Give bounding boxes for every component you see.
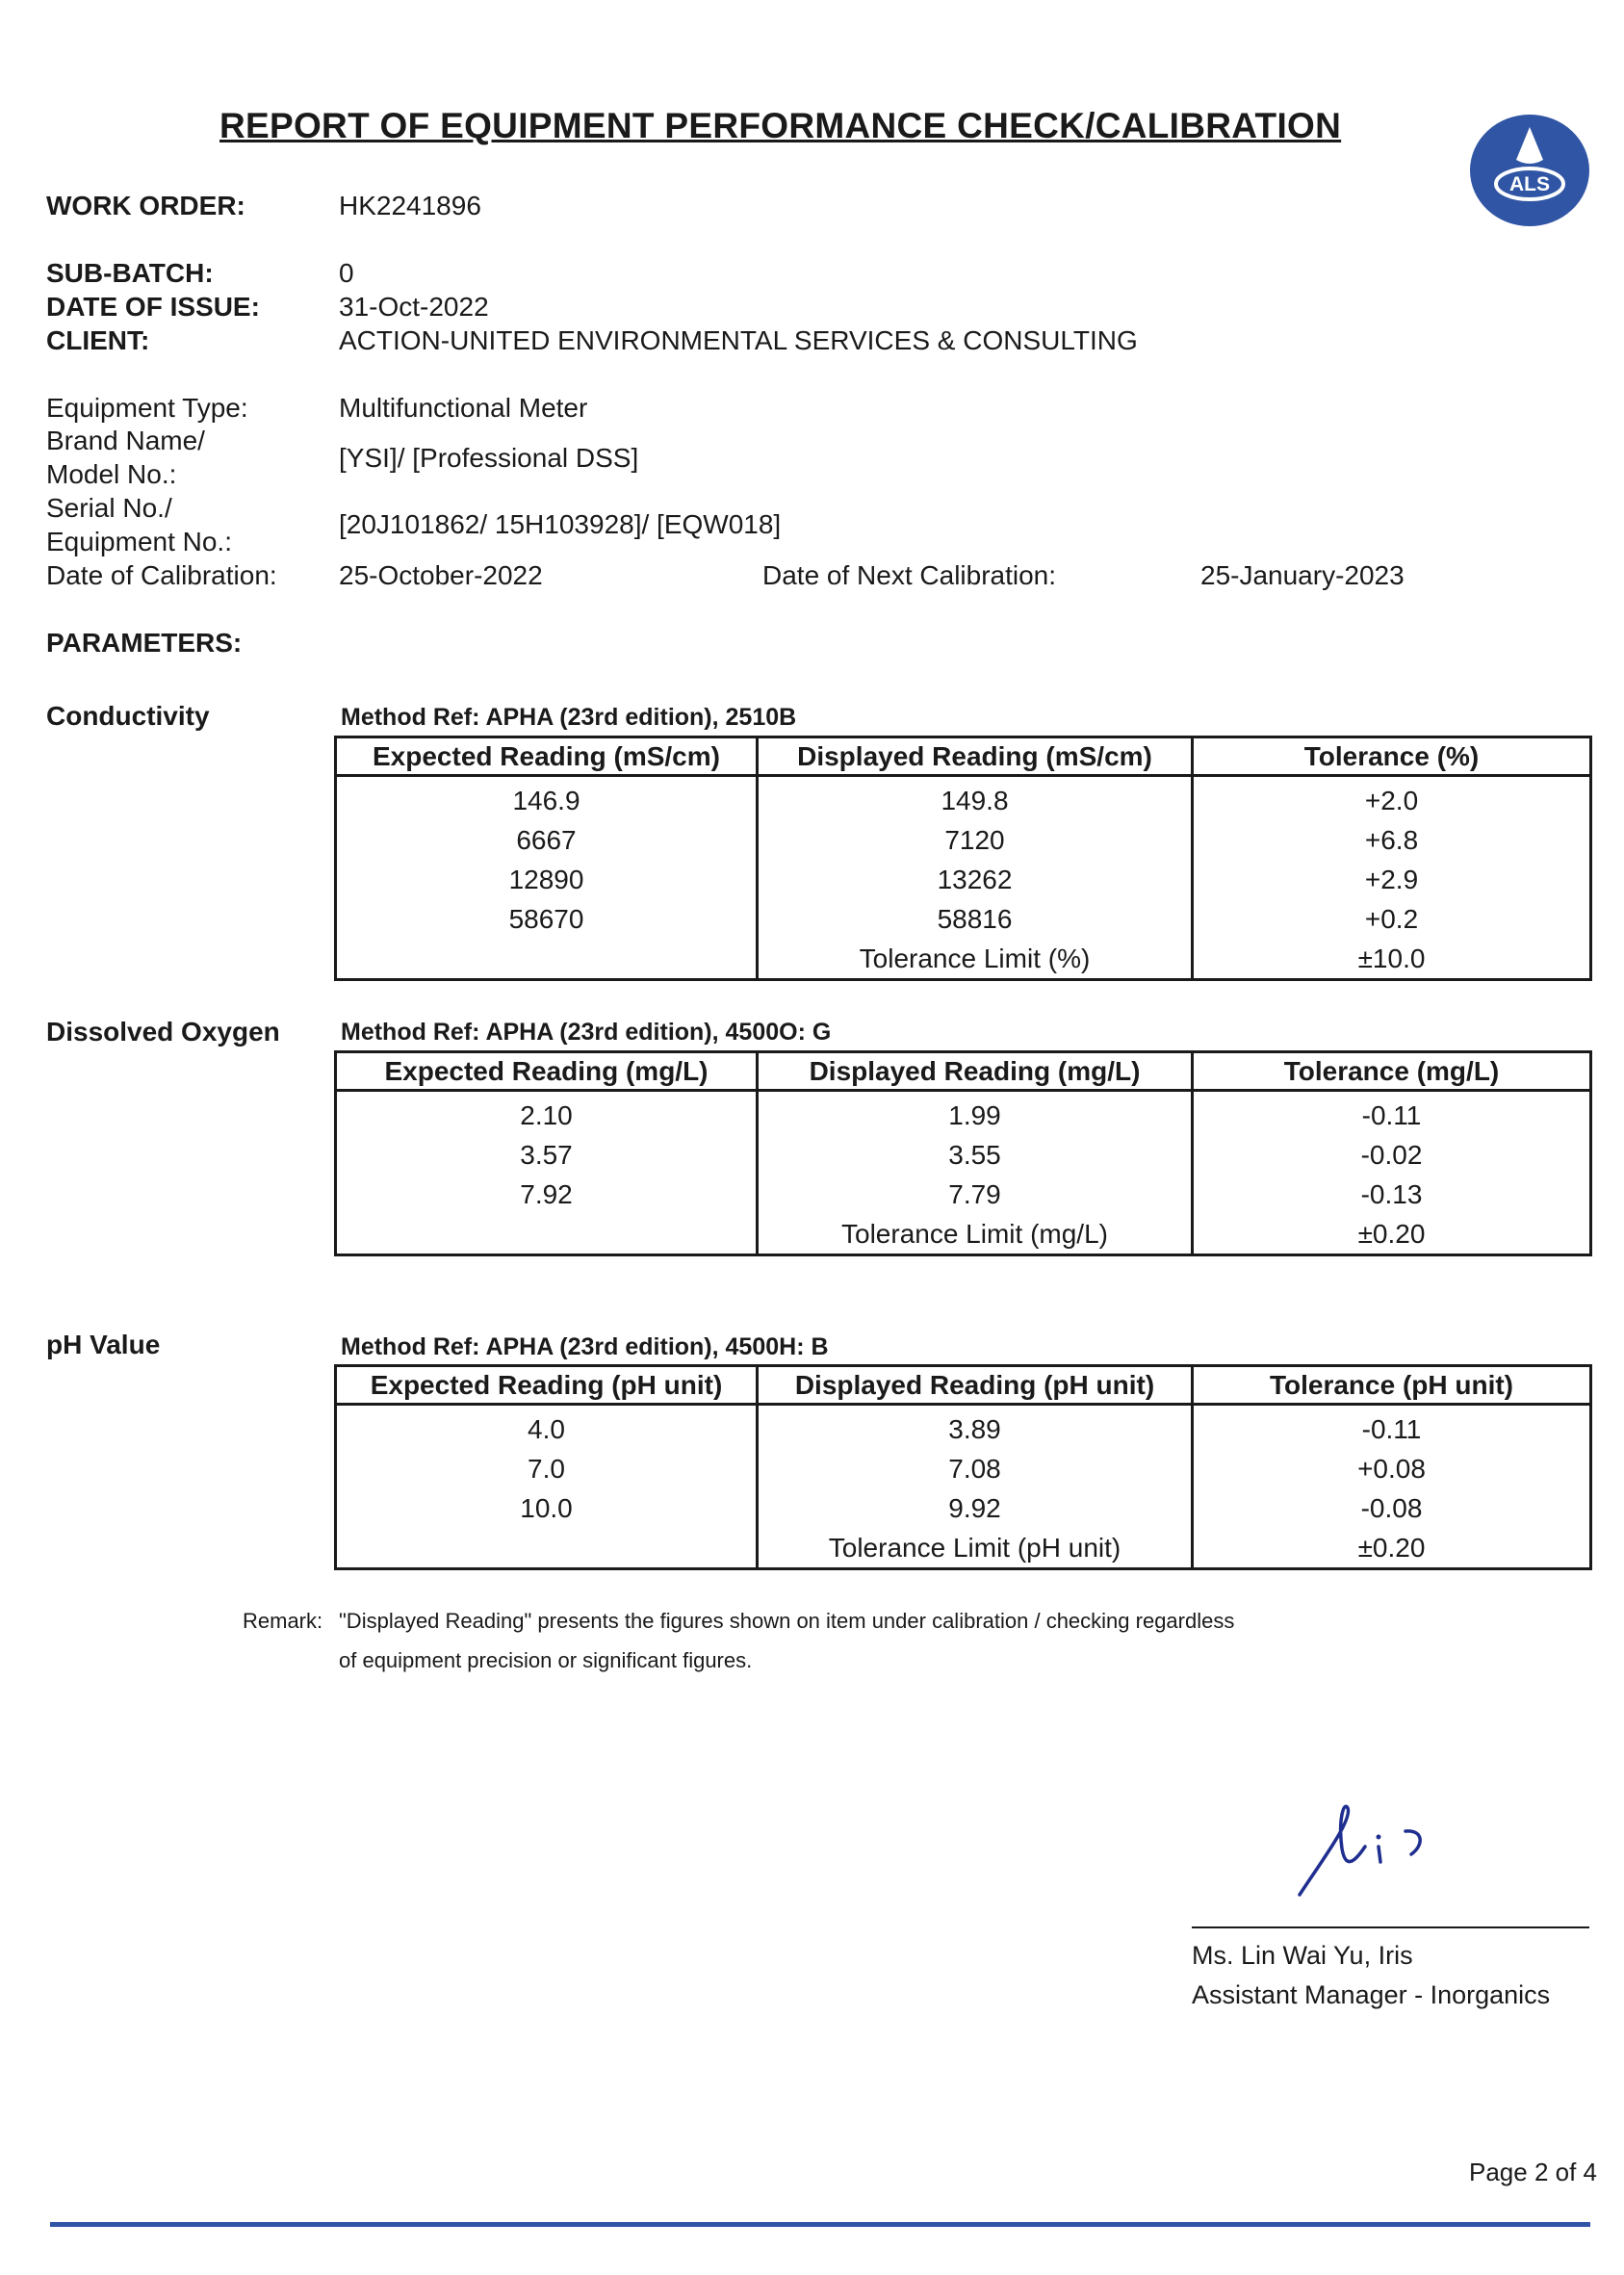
sub-batch-value: 0 xyxy=(339,258,354,288)
date-of-issue-label: DATE OF ISSUE: xyxy=(46,292,260,322)
signer-position: Assistant Manager - Inorganics xyxy=(1192,1980,1551,2009)
tolerance-limit-value: ±10.0 xyxy=(1193,939,1591,980)
client-label: CLIENT: xyxy=(46,325,150,355)
dissolved-oxygen-title: Dissolved Oxygen xyxy=(46,1017,280,1047)
tolerance-limit-value: ±0.20 xyxy=(1193,1528,1591,1569)
signature-line xyxy=(1192,1926,1589,1928)
client-value: ACTION-UNITED ENVIRONMENTAL SERVICES & CONSULTING xyxy=(339,325,1138,355)
tolerance-limit-row xyxy=(336,1528,1591,1569)
tolerance-limit-row xyxy=(336,1214,1591,1255)
report-title: REPORT OF EQUIPMENT PERFORMANCE CHECK/CALIBRATION xyxy=(219,106,1342,145)
column-header: Tolerance (pH unit) xyxy=(1193,1366,1591,1405)
serial-equipment-value: [20J101862/ 15H103928]/ [EQW018] xyxy=(339,509,782,539)
expected-cell: 6667 xyxy=(336,820,758,860)
tolerance-limit-label: Tolerance Limit (mg/L) xyxy=(758,1214,1193,1255)
tolerance-cell: -0.11 xyxy=(1193,1091,1591,1136)
conductivity-method: Method Ref: APHA (23rd edition), 2510B xyxy=(341,704,797,731)
next-calibration-label: Date of Next Calibration: xyxy=(762,560,1057,590)
expected-cell: 12890 xyxy=(336,860,758,899)
remark-label: Remark: xyxy=(243,1609,323,1633)
table-row xyxy=(336,1488,1591,1528)
displayed-cell: 9.92 xyxy=(758,1488,1193,1528)
displayed-cell: 7.08 xyxy=(758,1449,1193,1488)
tolerance-cell: -0.13 xyxy=(1193,1175,1591,1214)
table-row xyxy=(336,899,1591,939)
table-header-row xyxy=(336,1052,1591,1091)
displayed-cell: 7.79 xyxy=(758,1175,1193,1214)
ph-table xyxy=(334,1364,1592,1570)
parameters-label: PARAMETERS: xyxy=(46,628,243,658)
displayed-cell: 1.99 xyxy=(758,1091,1193,1136)
serial-no-label: Serial No./ xyxy=(46,493,172,523)
ph-value-title: pH Value xyxy=(46,1330,161,1359)
sub-batch-label: SUB-BATCH: xyxy=(46,258,214,288)
tolerance-limit-value: ±0.20 xyxy=(1193,1214,1591,1255)
column-header: Displayed Reading (pH unit) xyxy=(758,1366,1193,1405)
equipment-type-label: Equipment Type: xyxy=(46,393,248,423)
work-order-value: HK2241896 xyxy=(339,191,481,220)
logo-text: ALS xyxy=(1509,173,1550,195)
table-row xyxy=(336,1405,1591,1450)
als-logo xyxy=(1469,114,1590,227)
handwritten-signature xyxy=(1271,1791,1444,1906)
expected-cell: 146.9 xyxy=(336,776,758,821)
table-row xyxy=(336,860,1591,899)
displayed-cell: 3.89 xyxy=(758,1405,1193,1450)
table-row xyxy=(336,1449,1591,1488)
tolerance-cell: +0.08 xyxy=(1193,1449,1591,1488)
empty-cell xyxy=(336,939,758,980)
table-row xyxy=(336,820,1591,860)
table-header-row xyxy=(336,1366,1591,1405)
empty-cell xyxy=(336,1528,758,1569)
dissolved-oxygen-table xyxy=(334,1050,1592,1256)
table-row xyxy=(336,1135,1591,1175)
model-no-label: Model No.: xyxy=(46,459,177,489)
equipment-no-label: Equipment No.: xyxy=(46,527,232,556)
page-number: Page 2 of 4 xyxy=(1469,2158,1597,2186)
remark-line-2: of equipment precision or significant figures. xyxy=(339,1648,753,1672)
equipment-type-value: Multifunctional Meter xyxy=(339,393,588,423)
work-order-label: WORK ORDER: xyxy=(46,191,245,220)
column-header: Expected Reading (pH unit) xyxy=(336,1366,758,1405)
brand-name-label: Brand Name/ xyxy=(46,426,205,455)
conductivity-table xyxy=(334,736,1592,981)
remark-line-1: "Displayed Reading" presents the figures shown on item under calibration / checking regardless xyxy=(339,1609,1235,1633)
displayed-cell: 58816 xyxy=(758,899,1193,939)
tolerance-cell: +2.0 xyxy=(1193,776,1591,821)
dissolved-oxygen-method: Method Ref: APHA (23rd edition), 4500O: G xyxy=(341,1019,832,1046)
empty-cell xyxy=(336,1214,758,1255)
expected-cell: 2.10 xyxy=(336,1091,758,1136)
expected-cell: 58670 xyxy=(336,899,758,939)
next-calibration-value: 25-January-2023 xyxy=(1200,560,1405,590)
expected-cell: 3.57 xyxy=(336,1135,758,1175)
displayed-cell: 149.8 xyxy=(758,776,1193,821)
expected-cell: 10.0 xyxy=(336,1488,758,1528)
column-header: Displayed Reading (mS/cm) xyxy=(758,737,1193,776)
displayed-cell: 13262 xyxy=(758,860,1193,899)
brand-model-value: [YSI]/ [Professional DSS] xyxy=(339,443,639,473)
column-header: Expected Reading (mS/cm) xyxy=(336,737,758,776)
tolerance-cell: -0.11 xyxy=(1193,1405,1591,1450)
column-header: Displayed Reading (mg/L) xyxy=(758,1052,1193,1091)
ph-method: Method Ref: APHA (23rd edition), 4500H: B xyxy=(341,1333,829,1360)
column-header: Tolerance (mg/L) xyxy=(1193,1052,1591,1091)
column-header: Expected Reading (mg/L) xyxy=(336,1052,758,1091)
table-header-row xyxy=(336,737,1591,776)
tolerance-cell: -0.02 xyxy=(1193,1135,1591,1175)
expected-cell: 4.0 xyxy=(336,1405,758,1450)
tolerance-cell: -0.08 xyxy=(1193,1488,1591,1528)
tolerance-limit-label: Tolerance Limit (pH unit) xyxy=(758,1528,1193,1569)
expected-cell: 7.0 xyxy=(336,1449,758,1488)
footer-rule xyxy=(50,2222,1590,2227)
calibration-date-label: Date of Calibration: xyxy=(46,560,277,590)
table-row xyxy=(336,776,1591,821)
displayed-cell: 7120 xyxy=(758,820,1193,860)
tolerance-cell: +0.2 xyxy=(1193,899,1591,939)
tolerance-limit-row xyxy=(336,939,1591,980)
table-row xyxy=(336,1091,1591,1136)
column-header: Tolerance (%) xyxy=(1193,737,1591,776)
date-of-issue-value: 31-Oct-2022 xyxy=(339,292,489,322)
conductivity-title: Conductivity xyxy=(46,701,210,731)
tolerance-cell: +2.9 xyxy=(1193,860,1591,899)
expected-cell: 7.92 xyxy=(336,1175,758,1214)
table-row xyxy=(336,1175,1591,1214)
calibration-date-value: 25-October-2022 xyxy=(339,560,543,590)
signer-name: Ms. Lin Wai Yu, Iris xyxy=(1192,1941,1413,1970)
tolerance-cell: +6.8 xyxy=(1193,820,1591,860)
displayed-cell: 3.55 xyxy=(758,1135,1193,1175)
tolerance-limit-label: Tolerance Limit (%) xyxy=(758,939,1193,980)
